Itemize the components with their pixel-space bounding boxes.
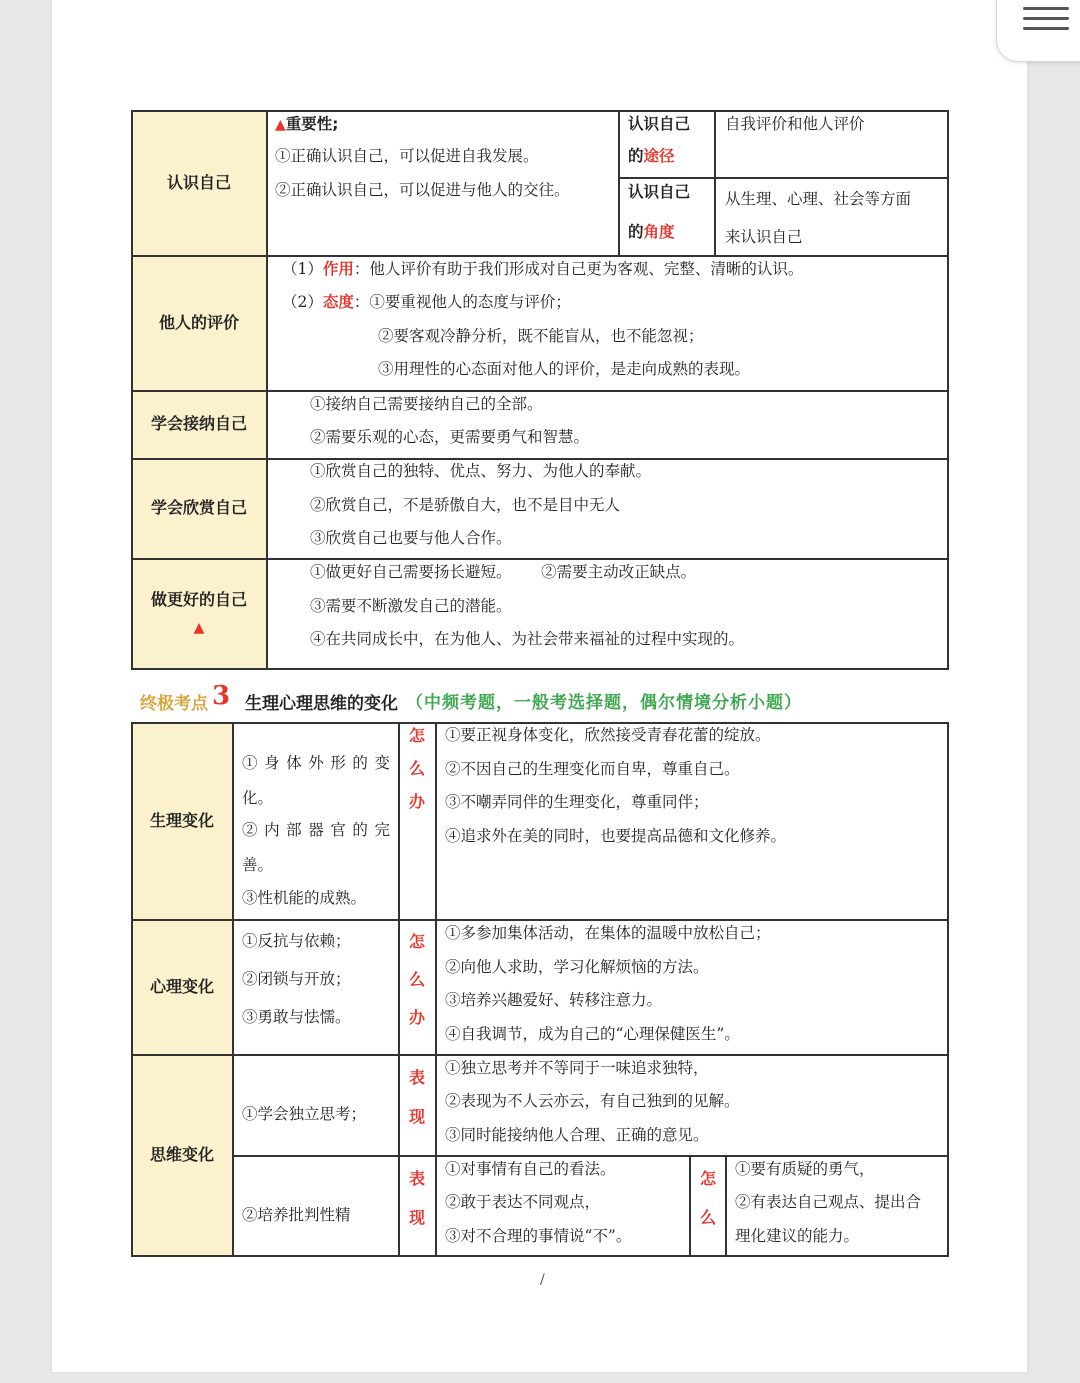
- text-line: ②欣赏自己，不是骄傲自大，也不是目中无人: [310, 496, 621, 514]
- action-line: ①要正视身体变化，欣然接受青春花蕾的绽放。: [445, 726, 771, 744]
- text-line: ①做更好自己需要扬长避短。 ②需要主动改正缺点。: [310, 563, 697, 581]
- triangle-mark-icon: ▲: [193, 619, 205, 636]
- action-line: ①多参加集体活动，在集体的温暖中放松自己；: [445, 924, 771, 942]
- text-line: （1）作用：他人评价有助于我们形成对自己更为客观、完整、清晰的认识。: [282, 260, 804, 278]
- how-to-label: 怎 么 办: [408, 726, 425, 811]
- sub-label-angle: 认识自己: [628, 183, 691, 201]
- triangle-mark-icon: ▲: [275, 117, 286, 133]
- action-line: ④追求外在美的同时，也要提高品德和文化修养。: [445, 827, 787, 845]
- mental-change-line: ②闭锁与开放；: [242, 970, 351, 988]
- text-line: ②需要乐观的心态，更需要勇气和智慧。: [310, 428, 590, 446]
- action-line: ②不因自己的生理变化而自卑，尊重自己。: [445, 760, 740, 778]
- performance-label: 表 现: [408, 1169, 425, 1227]
- sub-value-way: 自我评价和他人评价: [725, 115, 865, 133]
- sub-value-angle: 从生理、心理、社会等方面: [725, 190, 912, 208]
- sub-value-angle: 来认识自己: [725, 228, 803, 246]
- physical-change-line: 善。: [242, 856, 274, 874]
- how-to-label: 怎 么 办: [408, 932, 425, 1027]
- performance-label: 表 现: [408, 1068, 425, 1126]
- section-label: 终极考点: [140, 694, 208, 714]
- row-header-know-yourself: 认识自己: [166, 172, 231, 192]
- text-line: ③需要不断激发自己的潜能。: [310, 597, 512, 615]
- physical-change-line: ③性机能的成熟。: [242, 889, 367, 907]
- menu-button[interactable]: [996, 0, 1080, 62]
- performance-line: ②敢于表达不同观点，: [445, 1193, 601, 1211]
- section-heading: 生理心理思维的变化: [245, 694, 398, 714]
- document-page: [52, 0, 1027, 1372]
- action-line: ②有表达自己观点、提出合: [735, 1193, 922, 1211]
- row-header-physical: 生理变化: [149, 810, 214, 830]
- row-header-appreciate-yourself: 学会欣赏自己: [150, 498, 247, 518]
- performance-line: ③同时能接纳他人合理、正确的意见。: [445, 1126, 709, 1144]
- section-number: 3: [212, 681, 231, 711]
- row-header-accept-yourself: 学会接纳自己: [150, 414, 247, 434]
- row-header-better-self: [132, 559, 266, 668]
- performance-line: ①对事情有自己的看法。: [445, 1160, 616, 1178]
- text-line: ①接纳自己需要接纳自己的全部。: [310, 395, 543, 413]
- row-header-others-evaluation: 他人的评价: [158, 312, 239, 332]
- action-line: ③不嘲弄同伴的生理变化，尊重同伴；: [445, 793, 709, 811]
- physical-change-line: ②内部器官的完: [242, 821, 390, 839]
- action-line: ④自我调节，成为自己的“心理保健医生”。: [445, 1025, 740, 1043]
- text-line: ③用理性的心态面对他人的评价，是走向成熟的表现。: [378, 360, 751, 378]
- section-subtitle: （中频考题，一般考选择题，偶尔情境分析小题）: [406, 693, 802, 713]
- text-line: ①欣赏自己的独特、优点、努力、为他人的奉献。: [310, 462, 652, 480]
- action-line: ①要有质疑的勇气，: [735, 1160, 875, 1178]
- how-to-label: 怎 么: [699, 1169, 716, 1227]
- performance-line: ①独立思考并不等同于一味追求独特，: [445, 1059, 709, 1077]
- mental-change-line: ③勇敢与怯懦。: [242, 1008, 351, 1026]
- row-header-mental: 心理变化: [149, 976, 214, 996]
- sub-label-way: 认识自己: [628, 115, 691, 133]
- text-line: ③欣赏自己也要与他人合作。: [310, 529, 512, 547]
- mental-change-line: ①反抗与依赖；: [242, 932, 351, 950]
- physical-change-line: ①身体外形的变: [242, 754, 390, 772]
- page-marker: /: [540, 1272, 545, 1288]
- performance-line: ③对不合理的事情说“不”。: [445, 1227, 632, 1245]
- action-line: 理化建议的能力。: [735, 1227, 860, 1245]
- performance-line: ②表现为不人云亦云，有自己独到的见解。: [445, 1092, 740, 1110]
- thinking-change-independent: ①学会独立思考；: [242, 1105, 367, 1123]
- row-header-text: 做更好的自己: [150, 589, 247, 609]
- row-header-thinking: 思维变化: [149, 1144, 214, 1164]
- action-line: ③培养兴趣爱好、转移注意力。: [445, 991, 663, 1009]
- importance-heading: [275, 114, 338, 135]
- text-line: （2）态度：①要重视他人的态度与评价；: [282, 293, 571, 311]
- importance-label: 重要性;: [285, 115, 339, 133]
- sub-label-angle-2: 的角度: [628, 223, 675, 241]
- text-line: ④在共同成长中，在为他人、为社会带来福祉的过程中实现的。: [310, 630, 745, 648]
- text-line: ②正确认识自己，可以促进与他人的交往。: [275, 181, 570, 199]
- thinking-change-critical: ②培养批判性精: [242, 1206, 351, 1224]
- sub-label-way-2: 的途径: [628, 147, 675, 165]
- action-line: ②向他人求助，学习化解烦恼的方法。: [445, 958, 709, 976]
- text-line: ②要客观冷静分析，既不能盲从，也不能忽视；: [378, 327, 704, 345]
- physical-change-line: 化。: [242, 789, 274, 807]
- text-line: ①正确认识自己，可以促进自我发展。: [275, 147, 539, 165]
